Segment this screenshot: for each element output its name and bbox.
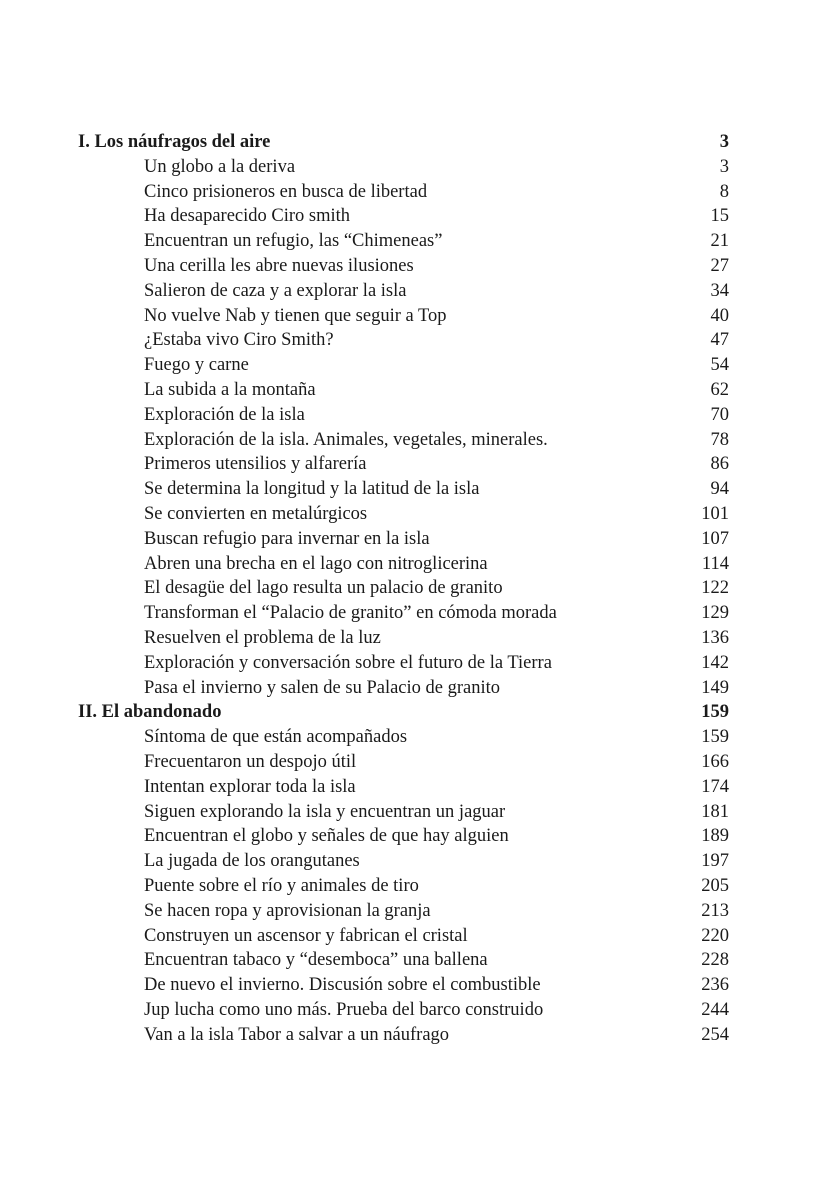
chapter-title: Jup lucha como uno más. Prueba del barco construido: [144, 999, 544, 1020]
chapter-title: Una cerilla les abre nuevas ilusiones: [144, 255, 414, 276]
page-number: 174: [701, 776, 729, 797]
chapter-title: Construyen un ascensor y fabrican el cristal: [144, 925, 468, 946]
toc-chapter-entry: [78, 229, 729, 254]
page-number: 27: [710, 255, 729, 276]
page-number: 21: [710, 231, 729, 252]
chapter-title: Intentan explorar toda la isla: [144, 776, 356, 797]
chapter-title: No vuelve Nab y tienen que seguir a Top: [144, 305, 447, 326]
page-number: 142: [701, 652, 729, 673]
chapter-title: Cinco prisioneros en busca de libertad: [144, 181, 428, 202]
toc-chapter-entry: [78, 279, 729, 304]
page-number: 70: [710, 404, 729, 425]
page-number: 122: [701, 578, 729, 599]
toc-chapter-entry: [78, 502, 729, 527]
toc-chapter-entry: [78, 353, 729, 378]
page-number: 181: [701, 801, 729, 822]
chapter-title: Encuentran el globo y señales de que hay alguien: [144, 826, 509, 847]
chapter-title: Se determina la longitud y la latitud de la isla: [144, 479, 480, 500]
toc-chapter-entry: [78, 204, 729, 229]
page-number: 236: [701, 975, 729, 996]
chapter-title: Exploración de la isla. Animales, vegetales, minerales.: [144, 429, 548, 450]
chapter-title: Un globo a la deriva: [144, 156, 296, 177]
chapter-title: Síntoma de que están acompañados: [144, 727, 408, 748]
toc-chapter-entry: [78, 254, 729, 279]
page-number: 254: [701, 1024, 729, 1045]
toc-chapter-entry: [78, 973, 729, 998]
toc-chapter-entry: [78, 155, 729, 180]
page-number: 197: [701, 851, 729, 872]
chapter-title: Siguen explorando la isla y encuentran un jaguar: [144, 801, 506, 822]
toc-chapter-entry: [78, 304, 729, 329]
chapter-title: Van a la isla Tabor a salvar a un náufrago: [144, 1024, 450, 1045]
toc-chapter-entry: [78, 626, 729, 651]
page-number: 40: [710, 305, 729, 326]
toc-chapter-entry: [78, 849, 729, 874]
chapter-title: Se hacen ropa y aprovisionan la granja: [144, 900, 431, 921]
toc-chapter-entry: [78, 725, 729, 750]
toc-chapter-entry: [78, 428, 729, 453]
page-number: 149: [701, 677, 729, 698]
chapter-title: Encuentran un refugio, las “Chimeneas”: [144, 231, 443, 252]
chapter-title: Resuelven el problema de la luz: [144, 627, 381, 648]
page-number: 114: [701, 553, 729, 574]
page-number: 78: [710, 429, 729, 450]
toc-chapter-entry: [78, 948, 729, 973]
chapter-title: Buscan refugio para invernar en la isla: [144, 528, 430, 549]
page-number: 244: [701, 999, 729, 1020]
toc-part-heading: [78, 700, 729, 725]
chapter-title: Abren una brecha en el lago con nitroglicerina: [144, 553, 488, 574]
page-number: 107: [701, 528, 729, 549]
toc-chapter-entry: [78, 800, 729, 825]
toc-chapter-entry: [78, 750, 729, 775]
chapter-title: Frecuentaron un despojo útil: [144, 751, 357, 772]
page-number: 213: [701, 900, 729, 921]
page-number: 62: [710, 379, 729, 400]
page-number: 101: [701, 503, 729, 524]
toc-chapter-entry: [78, 676, 729, 701]
chapter-title: Puente sobre el río y animales de tiro: [144, 875, 419, 896]
chapter-title: Exploración de la isla: [144, 404, 305, 425]
toc-chapter-entry: [78, 378, 729, 403]
page-number: 228: [701, 950, 729, 971]
page-number: 220: [701, 925, 729, 946]
page-number: 166: [701, 751, 729, 772]
page-number: 159: [701, 727, 729, 748]
toc-chapter-entry: [78, 874, 729, 899]
page-number: 189: [701, 826, 729, 847]
page-number: 3: [719, 156, 729, 177]
chapter-title: Salieron de caza y a explorar la isla: [144, 280, 407, 301]
chapter-title: Exploración y conversación sobre el futuro de la Tierra: [144, 652, 552, 673]
toc-chapter-entry: [78, 775, 729, 800]
chapter-title: De nuevo el invierno. Discusión sobre el combustible: [144, 975, 541, 996]
table-of-contents: [78, 130, 729, 1047]
toc-chapter-entry: [78, 552, 729, 577]
toc-chapter-entry: [78, 924, 729, 949]
page-number: 86: [710, 454, 729, 475]
chapter-title: Se convierten en metalúrgicos: [144, 503, 368, 524]
page-number: 47: [710, 330, 729, 351]
page-number: 129: [701, 603, 729, 624]
toc-chapter-entry: [78, 899, 729, 924]
toc-chapter-entry: [78, 452, 729, 477]
page-number: 34: [710, 280, 729, 301]
chapter-title: La subida a la montaña: [144, 379, 316, 400]
toc-chapter-entry: [78, 651, 729, 676]
toc-chapter-entry: [78, 328, 729, 353]
toc-chapter-entry: [78, 1023, 729, 1048]
toc-part-heading: [78, 130, 729, 155]
page-number: 15: [710, 206, 729, 227]
toc-chapter-entry: [78, 477, 729, 502]
toc-chapter-entry: [78, 180, 729, 205]
page-number: 54: [710, 355, 729, 376]
part-title: I. Los náufragos del aire: [78, 132, 271, 152]
chapter-title: Fuego y carne: [144, 355, 249, 376]
page-number: 136: [701, 627, 729, 648]
page-number: 205: [701, 875, 729, 896]
page-number: 8: [719, 181, 729, 202]
toc-chapter-entry: [78, 527, 729, 552]
toc-chapter-entry: [78, 601, 729, 626]
toc-chapter-entry: [78, 998, 729, 1023]
page-number: 94: [710, 479, 729, 500]
part-title: II. El abandonado: [78, 702, 222, 723]
toc-chapter-entry: [78, 403, 729, 428]
chapter-title: La jugada de los orangutanes: [144, 851, 360, 872]
chapter-title: Transforman el “Palacio de granito” en cómoda morada: [144, 603, 557, 624]
chapter-title: ¿Estaba vivo Ciro Smith?: [144, 330, 334, 351]
page-number: 159: [701, 702, 729, 723]
chapter-title: Encuentran tabaco y “desemboca” una ballena: [144, 950, 488, 971]
chapter-title: Primeros utensilios y alfarería: [144, 454, 367, 475]
chapter-title: El desagüe del lago resulta un palacio de granito: [144, 578, 503, 599]
page-number: 3: [719, 132, 729, 152]
toc-chapter-entry: [78, 824, 729, 849]
chapter-title: Pasa el invierno y salen de su Palacio de granito: [144, 677, 501, 698]
chapter-title: Ha desaparecido Ciro smith: [144, 206, 351, 227]
toc-chapter-entry: [78, 576, 729, 601]
